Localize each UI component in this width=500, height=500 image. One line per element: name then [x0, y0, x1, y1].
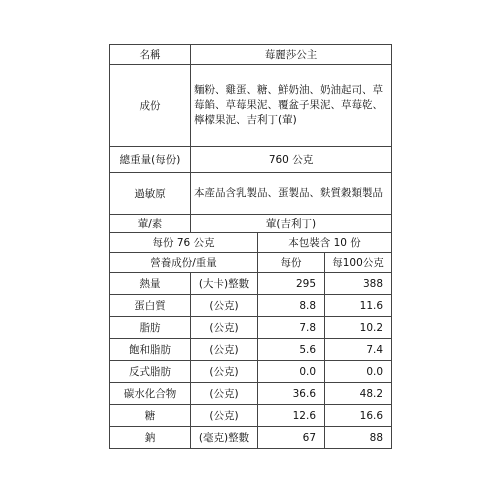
- ingredients-row: [110, 65, 392, 147]
- ingredients-value: 麵粉、雞蛋、糖、鮮奶油、奶油起司、草莓餡、草莓果泥、覆盆子果泥、草莓乾、檸檬果泥、吉利丁(葷): [191, 65, 392, 147]
- nutrition-row: [110, 383, 392, 405]
- per-100g-value: 0.0: [325, 361, 392, 383]
- nutrition-table: [109, 232, 392, 449]
- allergen-row: [110, 173, 392, 215]
- nutrition-row: [110, 317, 392, 339]
- nutrient-name: 飽和脂肪: [110, 339, 191, 361]
- serving-size: 每份 76 公克: [110, 233, 258, 253]
- nutrient-name: 糖: [110, 405, 191, 427]
- per-serving-value: 295: [258, 273, 325, 295]
- nutrition-row: [110, 427, 392, 449]
- nutrition-header-row: [110, 253, 392, 273]
- nutrient-unit: (公克): [191, 317, 258, 339]
- per-serving-value: 7.8: [258, 317, 325, 339]
- weight-row: [110, 147, 392, 173]
- product-name: 莓麗莎公主: [191, 45, 392, 65]
- diet-value: 葷(吉利丁): [191, 215, 392, 233]
- per-serving-value: 0.0: [258, 361, 325, 383]
- nutrition-row: [110, 273, 392, 295]
- nutrient-unit: (公克): [191, 295, 258, 317]
- per-100g-value: 88: [325, 427, 392, 449]
- ingredients-label: 成份: [110, 65, 191, 147]
- nutrient-name: 脂肪: [110, 317, 191, 339]
- weight-value: 760 公克: [191, 147, 392, 173]
- allergen-label: 過敏原: [110, 173, 191, 215]
- per-100g-value: 7.4: [325, 339, 392, 361]
- nutrient-name: 蛋白質: [110, 295, 191, 317]
- nutrition-row: [110, 361, 392, 383]
- diet-label: 葷/素: [110, 215, 191, 233]
- header-item: 營養成份/重量: [110, 253, 258, 273]
- nutrition-row: [110, 295, 392, 317]
- header-per-100g: 每100公克: [325, 253, 392, 273]
- nutrient-name: 反式脂肪: [110, 361, 191, 383]
- nutrient-name: 鈉: [110, 427, 191, 449]
- per-serving-value: 67: [258, 427, 325, 449]
- servings-per-package: 本包裝含 10 份: [258, 233, 392, 253]
- diet-row: [110, 215, 392, 233]
- per-serving-value: 5.6: [258, 339, 325, 361]
- nutrition-row: [110, 339, 392, 361]
- per-100g-value: 388: [325, 273, 392, 295]
- nutrient-unit: (公克): [191, 383, 258, 405]
- serving-row: [110, 233, 392, 253]
- nutrient-unit: (公克): [191, 405, 258, 427]
- nutrient-name: 熱量: [110, 273, 191, 295]
- per-serving-value: 8.8: [258, 295, 325, 317]
- allergen-value: 本產品含乳製品、蛋製品、麩質穀類製品: [191, 173, 392, 215]
- per-100g-value: 48.2: [325, 383, 392, 405]
- per-serving-value: 12.6: [258, 405, 325, 427]
- nutrient-unit: (大卡)整數: [191, 273, 258, 295]
- product-info-table: [109, 44, 392, 233]
- per-100g-value: 11.6: [325, 295, 392, 317]
- product-label-sheet: [109, 44, 391, 449]
- name-row: [110, 45, 392, 65]
- nutrient-unit: (公克): [191, 339, 258, 361]
- name-label: 名稱: [110, 45, 191, 65]
- nutrient-name: 碳水化合物: [110, 383, 191, 405]
- weight-label: 總重量(每份): [110, 147, 191, 173]
- per-100g-value: 16.6: [325, 405, 392, 427]
- nutrition-row: [110, 405, 392, 427]
- per-100g-value: 10.2: [325, 317, 392, 339]
- nutrient-unit: (毫克)整數: [191, 427, 258, 449]
- per-serving-value: 36.6: [258, 383, 325, 405]
- nutrient-unit: (公克): [191, 361, 258, 383]
- header-per-serving: 每份: [258, 253, 325, 273]
